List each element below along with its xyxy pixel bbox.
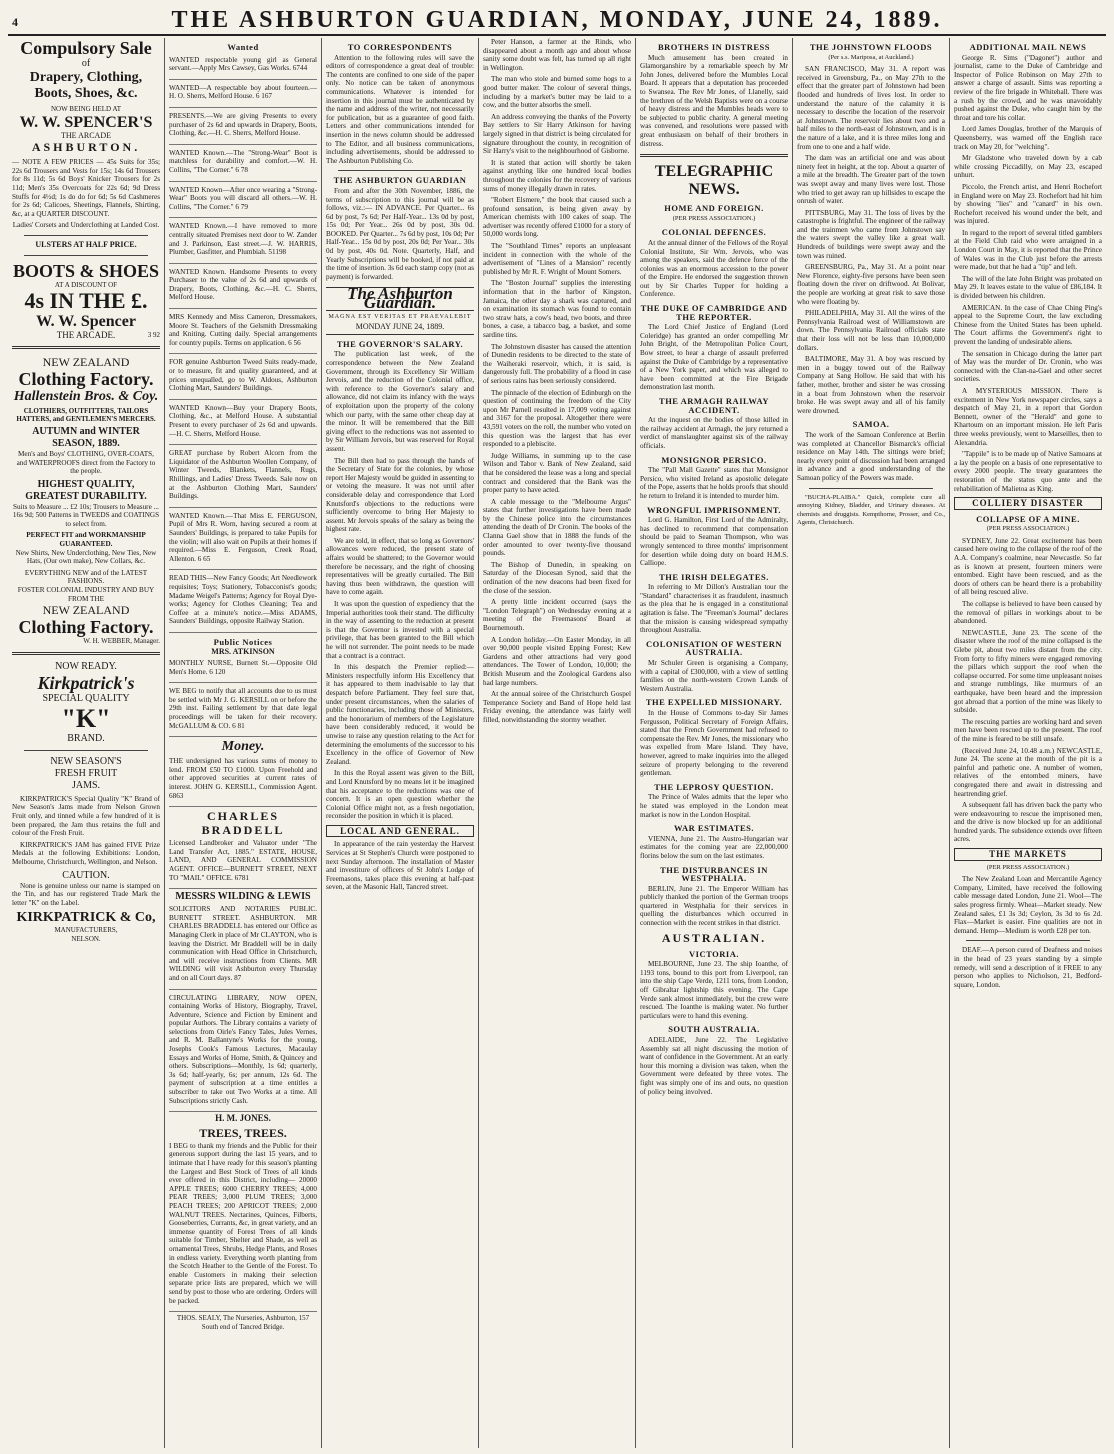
classified-ad: READ THIS—New Fancy Goods; Art Needlework requisites; Toys; Stationery, Tobacconist's goods; Madame Weigel's Patterns; Agency for Royal Dye-works; Agency for Clothes Cleaning; Tea and Coffee at a minute's notice.—Miss ADAMS, Saunders' Buildings, opposite Railway Station. [169, 572, 317, 633]
news-paragraph: Piccolo, the French artist, and Henri Rochefort in England were on May 23. Rochefort had hit him by showing "lies" and "canard" in his own. Rochefort received his wound under the belt, and was injured. [954, 182, 1102, 226]
markets-heading: THE MARKETS [954, 848, 1102, 861]
notice: I BEG to thank my friends and the Public for their generous support during the last 15 years, and to intimate that I have ready for this season's planting the Largest and Best Stock of Trees of all kinds ever offered in this District, including— 20000 APPLE TREES; 6000 CHERRY TREES; 4,000 PEAR TREES; 3,000 PLUM TREES; 3,000 PEACH TREES; 200 APRICOT TREES; 2,000 WALNUT TREES. Nectarines, Quinces, Filberts, Gooseberries, Currants, &c, in great variety, and an immense quantity of Forest Trees of all kinds suitable for Timber, Shelter and Shade, as well as ornamental Trees, Shrubs, Hedge Plants, and Roses in endless variety. Everything worth planting from the Scotch Heather to the Gentle of the Forest. To enable Customers in making their selection separate price lists are prepared, which we will send by post to those who are ordering. Orders will be packed. [169, 1140, 317, 1312]
deaf-advert: DEAF.—A person cured of Deafness and noises in the head of 23 years standing by a simple remedy, will send a description of it FREE to any person who applies to Nicholson, 21, Bedford-square, London. [954, 946, 1102, 989]
classified-ad: PRESENTS.—We are giving Presents to every purchaser of 2s 6d and upwards in Drapery, Boots, Clothing, &c.—H. C. Sherrs, Melford House. [169, 110, 317, 145]
jones-signature: H. M. JONES. [215, 1113, 271, 1124]
news-paragraph: The rescuing parties are working hard and seven men have been rescued up to the present. The roof of the mine is feared to be still unsafe. [954, 717, 1102, 743]
section-text: The Lord Chief Justice of England (Lord Coleridge) has granted an order compelling Mr John Bright, of the Metropolitan Police Court, Bow street, to hear a charge of assault preferred against the Duke of Cambridge by a representative of a New York paper, and which was alleged to have been committed at the Fire Brigade demonstration last month. [640, 323, 788, 392]
page-columns [8, 38, 1106, 1448]
news-paragraph: PITTSBURG, May 31. The loss of lives by the catastrophe is frightful. The engineer of the railway and the trainmen who came from Johnstown say the waters swept the valley like a great wall. Hundreds of buildings were swept away and the town was ruined. [797, 208, 945, 260]
article-paragraph: It was upon the question of expediency that the Imperial authorities took their stand. The difficulty in the way of assenting to the reduction at present is that the Governor is invested with a special privilege, that has been granted to the Bill which he will not surrender. The point needs to be made that a contract is a contract. [326, 600, 474, 660]
news-paragraph: The will of the late John Bright was probated on May 29. It leaves estate to the value of £86,184. It is divided between his children. [954, 274, 1102, 301]
column-5 [636, 38, 793, 1448]
new-season: NEW SEASON'S [50, 755, 122, 767]
k-brand: "K" [61, 703, 111, 733]
brothers-text: Much amusement has been created in Glamorganshire by a remarkable speech by Mr John Jones, delivered before the Mumbles Local Board. It appears that a deputation has proceeded to Swansea. The Rev Mr Jones, of Llanelly, said the brethren of the Welsh Baptists were on a course of heavy distress and the Mumbles heads were to be subjected to public charity. A general meeting was convened, and resolutions were passed with great enthusiasm on behalf of their brothers in distress. [640, 53, 788, 148]
news-paragraph: GREENSBURG, Pa., May 31. At a point near New Florence, eighty-five persons have been seen floating down the river on driftwood. At Bolivar, the people are working at great risk to save those who were floating by. [797, 263, 945, 306]
news-paragraph: The Johnstown disaster has caused the attention of Dunedin residents to be directed to the state of the Waiheraki reservoir, which, it is said, is dangerously full. The probability of a flood in case of serious rains has been seriously considered. [483, 342, 631, 385]
article-paragraph: The Bill then had to pass through the hands of the Secretary of State for the colonies, by whose report Her Majesty would be guided in assenting to or vetoing the measure. It was not until after considerable delay and correspondence that Lord Knutsford's objections to the reductions were sufficiently overcome to bring Her Majesty to assent. Mr Jervois speaks of the salary as being the highest rate. [326, 456, 474, 534]
spencer-name: W. W. SPENCER'S [19, 113, 153, 131]
trees-heading: TREES, TREES. [199, 1125, 287, 1140]
column-3 [322, 38, 479, 1448]
new-shirts: New Shirts, New Underclothing, New Ties, New Hats, (Our own make), New Collars, &c. [15, 548, 157, 566]
news-paragraph: A subsequent fall has driven back the party who were endeavouring to rescue the imprisoned men, and the drive is now blocked up for an additional hundred yards. The subsidence extends over fifteen acres. [954, 801, 1102, 844]
arcade-label-2: THE ARCADE. 3 92 [56, 330, 160, 341]
news-paragraph: In regard to the report of several titled gamblers at the Field Club raid who were arraigned in a London Court in May, it is reported that the Prince of Wales was in the Club just before the arrests were made, but that he had a "tip" and left. [954, 228, 1102, 272]
caution-heading: CAUTION. [62, 869, 110, 881]
news-paragraph: Lord James Douglas, brother of the Marquis of Queensberry, was warned off the English race track on May 20, for "welching". [954, 125, 1102, 151]
column-2 [165, 38, 322, 1448]
home-foreign: HOME AND FOREIGN. [664, 203, 764, 214]
mens-boys: Men's and Boys' CLOTHING, OVER-COATS, and WATERPROOFS direct from the Factory to the people. [16, 449, 156, 476]
news-paragraph: A MYSTERIOUS MISSION. There is excitement in New York newspaper circles, says a despatch of May 21, in a report that Gordon Bennett, owner of the "Herald" and gone to Khartoum on an important mission. He left Paris three weeks previously, went to Marseilles, then to Alexandria. [954, 386, 1102, 447]
manager: W. H. WEBBER, Manager. [83, 637, 160, 646]
section-text: At the inquest on the bodies of those killed in the railway accident at Armagh, the jury returned a verdict of manslaughter against six of the railway officials. [640, 416, 788, 450]
news-paragraph: Judge Williams, in summing up to the case Wilson and Tabor v. Bank of New Zealand, said that he considered the lease was a long and special contract and considered that the Bank was the proper party to have acted. [483, 451, 631, 495]
ad-number: 3 92 [147, 331, 160, 340]
classified-ad: WANTED Known—After once wearing a "Strong-Wear" Boots you will discard all others.—W. H. Collins, "The Corner." 6 79 [169, 184, 317, 219]
four-shillings: 4s IN THE £. [24, 288, 148, 314]
divider [12, 652, 160, 655]
news-paragraph: "Robert Elsmere," the book that caused such a profound sensation, is being given away by American chemists with 100 cakes of soap. The advertiser was recently offered £1000 for a story of 50,000 words long. [483, 196, 631, 239]
news-paragraph: It is stated that action will shortly be taken against anything like one hundred local bodies throughout the colonies for the recovery of various sums of money illegally drawn in rates. [483, 158, 631, 193]
news-paragraph: The pinnacle of the election of Edinburgh on the question of continuing the freedom of the City upon Mr Parnell resulted in 17,009 voting against and 3167 for the proposal. Altogether there were 43,591 voters on the roll, the number who voted on this question was the largest that has ever responded to a plebiscite. [483, 388, 631, 449]
news-paragraph: SYDNEY, June 22. Great excitement has been caused here owing to the collapse of the roof of the A.A. Company's coalmine, near Newcastle. So far as is known at present, fourteen miners were entombed. Eight have been rescued, and as the doors of others can be heard there is a probability of all being rescued alive. [954, 536, 1102, 597]
section-text: Lord G. Hamilton, First Lord of the Admiralty, has declined to recommend that compensation should be paid to Seaman Thompson, who was wrongly sentenced to three months' imprisonment for desertion while doing duty on board H.M.S. Calliope. [640, 516, 788, 568]
corsets-note: Ladies' Corsets and Underclothing at Landed Cost. [12, 221, 160, 230]
suits-prices: Suits to Measure ... £2 10s; Trousers to Measure ... 16s 9d; 500 Patterns in TWEEDS and COATINGS to select from. [12, 502, 160, 528]
news-paragraph: PHILADELPHIA, May 31. All the wires of the Pennsylvania Railroad west of Williamstown are down. The Pennsylvania Railroad officials state that their loss will not be less than 10,000,000 dollars. [797, 309, 945, 352]
section-heading: SOUTH AUSTRALIA. [668, 1024, 760, 1035]
kirkpatrick: Kirkpatrick's [37, 672, 135, 693]
classified-ad: WANTED Known—Buy your Drapery Boots, Clothing, &c., at Melford House. A substantial Present to every purchaser of 2s 6d and upwards.—H. C. Sherrs, Melford House. [169, 402, 317, 445]
news-paragraph: The collapse is believed to have been caused by the removal of pillars in workings about to be abandoned. [954, 600, 1102, 626]
divider [338, 170, 462, 171]
colliery-title: COLLAPSE OF A MINE. [976, 513, 1080, 524]
town-label: ASHBURTON. [31, 140, 141, 155]
nz-label: NEW ZEALAND [42, 354, 130, 369]
colliery-heading: COLLIERY DISASTER [954, 497, 1102, 510]
johnstown-subheading: (Per s.s. Mariposa, at Auckland.) [828, 53, 914, 61]
australian-heading: AUSTRALIAN. [661, 930, 767, 945]
divider [24, 255, 148, 256]
kirk-medals: KIRKPATRICK'S JAM has gained FIVE Prize Medals at the following Exhibitions: London, Melbourne, Christchurch, Wellington, and Nelson. [12, 840, 160, 866]
ulsters-note: ULSTERS AT HALF PRICE. [35, 239, 137, 249]
section-heading: VICTORIA. [689, 948, 739, 959]
divider [24, 235, 148, 236]
news-paragraph: The Bishop of Dunedin, in speaking on Saturday of the Diocesan Synod, said that the ordination of the new deacons had been fixed for the close of the session. [483, 560, 631, 595]
caution-text: None is genuine unless our name is stamped on the Tin, and has our registered Trade Mark the letter "K" on the Label. [12, 881, 160, 907]
brothers-heading: BROTHERS IN DISTRESS [657, 42, 771, 52]
news-paragraph: The sensation in Chicago during the latter part of May was the murder of Dr. Cronin, who was connected with the Clan-na-Gael and other secret societies. [954, 349, 1102, 384]
news-paragraph: (Received June 24, 10.48 a.m.) NEWCASTLE, June 24. The scene at the mouth of the pit is a painful and pathetic one. A number of women, relatives of the entombed miners, have congregated there and await in distressing and heartrending grief. [954, 746, 1102, 798]
section-heading: THE ARMAGH RAILWAY ACCIDENT. [659, 396, 769, 415]
news-paragraph: An address conveying the thanks of the Poverty Bay settlers to Sir Harry Atkinson for having largely signed in that district is being circulated for signature throughout the county, in recognition of Sir Harry's visit to the neighbourhood of Gisborne. [483, 112, 631, 156]
section-text: VIENNA, June 21. The Austro-Hungarian war estimates for the coming year are 22,000,000 florins below the sum on the last estimates. [640, 834, 788, 860]
markets-press: (PER PRESS ASSOCIATION.) [986, 863, 1070, 871]
divider [12, 346, 160, 349]
johnstown-heading: THE JOHNSTOWN FLOODS [809, 42, 933, 52]
classified-ad: WANTED Known.—The "Strong-Wear" Boot is matchless for durability and comfort.—W. H. Collins, "The Corner." 6 78 [169, 147, 317, 182]
sealy-signature: THOS. SEALY, The Nurseries, Ashburton, 157 South end of Tancred Bridge. [176, 1314, 310, 1331]
news-paragraph: Mr Gladstone who traveled down by a cab while crossing Piccadilly, on May 23, escaped unhurt. [954, 154, 1102, 180]
section-text: The Prince of Wales admits that the leper who he stated was employed in the London meat market is now in the London Hospital. [640, 793, 788, 819]
masthead [8, 6, 1106, 36]
news-paragraph: Peter Hanson, a farmer at the Rinds, who disappeared about a month ago and about whose sanity some doubt was felt, has turned up all right in Wellington. [483, 38, 631, 72]
section-heading: WRONGFUL IMPRISONMENT. [646, 504, 782, 515]
classified-ad: WANTED—A respectable boy about fourteen.—H. O. Sherrs, Melford House. 6 167 [169, 82, 317, 108]
section-heading: THE DUKE OF CAMBRIDGE AND THE REPORTER. [640, 303, 788, 322]
news-paragraph: The "Boston Journal" supplies the interesting information that in the harbor of Kingston, Jamaica, the other day a shark was captured, and on examination its stomach was found to contain two straw hats, a cow's head, two boots, and three bones, a case, a tabacco bag, a basket, and some sardine tins. [483, 279, 631, 339]
divider [24, 750, 148, 751]
section-text: At the annual dinner of the Fellows of the Royal Colonial Institute, Sir Wm. Jervois, who was among the speakers, said the defence force of the colonies was an enormous accession to the power of the Empire. He endorsed the suggestion thrown out by Sir Charles Tupper for holding a Conference. [640, 238, 788, 299]
news-paragraph: AMERICAN. In the case of Chae Ching Ping's appeal to the Supreme Court, the law excluding Chinese from the United States has been upheld. The Court affirms the Government's right to prevent the landing of undesirable aliens. [954, 303, 1102, 346]
news-paragraph: George R. Sims ("Dagonet") author and journalist, came to the Duke of Cambridge and Inspector of Police Robinson on May 27th to answer a charge of assault. Sims was reporting a review of the fire brigade in Whitehall. There was a rush by the crowd, and he was unavoidably pushed against the Duke, who caught him by the throat and tore his collar. [954, 53, 1102, 122]
classified-ad: FOR genuine Ashburton Tweed Suits ready-made, or to measure, fit and quality guaranteed, and at prices unequalled, go to W. Aldous, Ashburton Clothing Mart, Saunders' Buildings. [169, 356, 317, 399]
clothing-factory: Clothing Factory. [18, 368, 154, 389]
brand-label: BRAND. [67, 732, 105, 744]
kirk-co: KIRKPATRICK & Co, [16, 910, 156, 926]
wilding-heading: MESSRS WILDING & LEWIS [175, 891, 311, 903]
section-heading: WAR ESTIMATES. [673, 823, 755, 834]
classified-ad: WANTED respectable young girl as General servant.—Apply Mrs Cawsey, Gas Works. 6744 [169, 54, 317, 80]
news-paragraph: At the annual soiree of the Christchurch Gospel Temperance Society and Band of Hope held last Friday evening, the attendance was fairly well filled, notwithstanding the stormy weather. [483, 690, 631, 724]
divider [966, 940, 1090, 941]
colliery-press: (PER PRESS ASSOCIATION.) [986, 525, 1070, 533]
classified-ad: WANTED Known.—I have removed to more centrally situated Premises next door to W. Zander and J. Parkinson, East street.—J. W. HARRIS, Plumber, Gasfitter, and Plumbiah. 51198 [169, 220, 317, 263]
atkinson: MRS. ATKINSON [211, 647, 275, 657]
telegraphic-heading: TELEGRAPHIC NEWS. [654, 163, 774, 199]
article-paragraph: In this the Royal assent was given to the Bill, and Lord Knutsford by no means let it be imagined that his acceptance to the reductions was one of concern. It is an open question whether the Colonial Office might not, as a fresh negotiation, reconsider the position in which it is placed. [326, 769, 474, 821]
article-paragraph: The publication last week, of the correspondence between the New Zealand Government, through its Excellency Sir William Jervois, and the reduction of the Colonial office, with reference to the Governor's salary and allowance, did not claim its infancy with the ways of exploitation upon the property of the colony which our party, with the same other cheap day at the minor. It will be remembered that the Bill giving effect to the reductions was not assented to by Sir William Jervois, but was reserved for Royal assent. [326, 350, 474, 453]
section-heading: THE EXPELLED MISSIONARY. [645, 697, 783, 708]
clothing-factory-2: Clothing Factory. [18, 617, 154, 638]
news-paragraph: The work of the Samoan Conference at Berlin was completed at Chancellor Bismarck's official residence on May 14th. The sittings were brief; nearly every point of discussion had been arranged in advance and a good understanding of the Samoan policy of the Powers was made. [797, 430, 945, 482]
news-paragraph: BALTIMORE, May 31. A boy was rescued by men in a buggy towed out of the Railway Company at Sang Hollow. He said that with his father, mother, brother and sister he was crossing in a boat from Johnstown when the reservoir broke. He was swept away and all of his family were drowned. [797, 355, 945, 415]
boots-heading: BOOTS & SHOES [12, 260, 160, 281]
notice: Licensed Landbroker and Valuator under "The Land Transfer Act, 1885." ESTATE, HOUSE, LAND, AND GENERAL COMMISSION AGENT. OFFICE—BURNETT STREET, NEXT TO "MAIL" OFFICE. 6781 [169, 837, 317, 889]
newspaper-title: THE ASHBURTON GUARDIAN, MONDAY, JUNE 24, 1889. [171, 7, 943, 33]
divider [640, 154, 788, 157]
page-number: 4 [12, 15, 18, 29]
now-ready: NOW READY. [55, 660, 117, 672]
section-text: Mr Schuler Green is organising a Company, with a capital of £300,000, with a view of settling families on the north-western Crown Lands of Western Australia. [640, 659, 788, 693]
news-paragraph: A cable message to the "Melbourne Argus" states that further investigations have been made by the Chinese police into the circumstances attending the death of Dr Cronin. The books of the Clanna Gael show that in 1888 the funds of the order amounted to over twenty-five thousand pounds. [483, 497, 631, 558]
quality: HIGHEST QUALITY, [37, 478, 135, 490]
hallenstein: Hallenstein Bros. & Coy. [13, 388, 159, 404]
special-quality: SPECIAL QUALITY [42, 692, 130, 704]
bucha-advert: "BUCHA-PLAIBA." Quick, complete cure all annoying Kidney, Bladder, and Urinary diseases. At chemists and druggists. Kempthorne, Prosser, and Co., Agents, Christchurch. [797, 493, 945, 527]
kirk-description: KIRKPATRICK'S Special Quality "K" Brand of New Season's Jams made from Nelson Grown Fruit only, and tinned while a few hundred of it is been prepared, the Jam thus retains the full and colour of the Fresh Fruit. [12, 794, 160, 838]
samoa-heading: SAMOA. [852, 419, 890, 430]
correspondents-heading: TO CORRESPONDENTS [347, 42, 453, 52]
section-heading: MONSIGNOR PERSICO. [661, 454, 767, 465]
news-paragraph: SAN FRANCISCO, May 31. A report was received in Greensburg, Pa., on May 27th to the effect that the greater part of Johnstown had been flooded and hundreds of lives lost. In order to understand the nature of the calamity it is necessary to describe the location of the reservoir at Johnstown. The reservoir lies about two and a half miles to the north-east of Johnstown, and is in the nature of a lake, and it is three miles long and from one to one and a half wide. [797, 65, 945, 151]
season: AUTUMN and WINTER SEASON, 1889. [32, 425, 140, 449]
subscription-text: From and after the 30th November, 1886, the terms of subscription to this journal will be as follows, viz.:— IN ADVANCE. Per Quarter... 6s 6d by post, 7s 6d; Per Half-Year... 13s 0d by post, 15s 0d; Per Year... 26s 0d by post, 30s 0d. BOOKED. Per Quarter... 7s 6d by post, 10s 0d; Per Half-Year... 15s 0d by post, 20s 0d; Per Year... 30s 0d by post, 40s 0d. Note. Quarterly, Half, and Yearly Subscriptions will be booked, if not paid at the time of insertion. 3s 6d each stamp copy (not as payment) is forwarded. [326, 186, 474, 281]
nelson: NELSON. [71, 934, 101, 943]
motto: MAGNA EST VERITAS ET PRAEVALEBIT [328, 313, 472, 320]
jams: JAMS. [71, 779, 101, 791]
section-text: In the House of Commons to-day Sir James Fergusson, Political Secretary of Foreign Affairs, stated that the French Government had refused to compensate the Rev. Mr Jones, the missionary who was expelled from Mare Island. They have, however, agreed to make inquiries into the alleged seizure of property belonging to the reverend gentleman. [640, 709, 788, 778]
sale-items: Drapery, Clothing, Boots, Shoes, &c. [29, 70, 143, 101]
section-text: BERLIN, June 21. The Emperor William has publicly thanked the portion of the German troops quartered in Westphalia for their services in quelling the disturbances which occurred in connection with the recent strikes in that district. [640, 884, 788, 928]
section-heading: THE DISTURBANCES IN WESTPHALIA. [660, 864, 768, 884]
public-notices-heading: Public Notices [213, 636, 273, 647]
correspondents-text: Attention to the following rules will save the editors of correspondence a great deal of trouble: The contents are confined to one side of the paper only. No notice can be taken of anonymous communications. Whatever is intended for insertion in this journal must be authenticated by the name and address of the writer, not necessarily for publication, but as a guarantee of good faith. Letters and other communications intended for insertion in the news column should be addressed to The Editor, and all business communications, including advertisements, should be addressed to The Ashburton Publishing Co. [326, 53, 474, 165]
clothiers: CLOTHIERS, OUTFITTERS, TAILORS HATTERS, and GENTLEMEN'S MERCERS. [16, 406, 156, 424]
section-heading: THE LEPROSY QUESTION. [654, 781, 774, 792]
divider [809, 488, 933, 489]
news-paragraph: A London holiday.—On Easter Monday, in all over 90,000 people visited Epping Forest; Kew Gardens and other attractions had very good attendances. The Tower of London, 10,000; the British Museum and the Zoological Gardens also had large numbers. [483, 635, 631, 687]
price-list: — NOTE A FEW PRICES — 45s Suits for 35s; 22s 6d Trousers and Vests for 15s; 14s 6d Trousers for 8s 11d; 5s 6d Boys' Knicker Trousers for 2s 11d; Men's 35s Overcoats for 22s 6d; 9d Dress Stuffs for 4½d; 1s do do for 6d; 5s 6d Cashmeres for 2s 6d; Calicoes, Sheetings, Flannels, Shirting, &c, at a QUARTER DISCOUNT. [12, 158, 160, 218]
section-text: In referring to Mr Dillon's Australian tour the "Standard" characterises it as fraudulent, inasmuch as the plea that he is engaged in a constitutional agitation is false. The "Freeman's Journal" declares that the mission is causing widespread sympathy throughout Australia. [640, 583, 788, 635]
article-paragraph: In this despatch the Premier replied:— Ministers respectfully inform His Excellency that it has appeared to them inadvisable to lay that despatch before Parliament. They feel sure that, under present circumstances, when the salaries of public functionaries, including those of Ministers, and the honorarium of members of the Legislature have been considerably reduced, it would be unwise to raise any question relating to the Act for determining the emoluments of the successor to his Excellency in the office of Governor of New Zealand. [326, 663, 474, 766]
news-paragraph: NEWCASTLE, June 23. The scene of the disaster where the roof of the mine collapsed is the Glebe pit, about two miles distant from the city. From forty to fifty miners were engaged removing the pillars which support the roof when the collapse occurred. For some time unpleasant noises and strange rumblings, like murmurs of an earthquake, have been heard and the impression got abroad that a portion of the mine was likely to subside. [954, 628, 1102, 715]
section-text: The "Pall Mall Gazette" states that Monsignor Persico, who visited Ireland as apostolic delegate of the Pope, asserts that he holds proofs that should he return to Ireland it is intended to murder him. [640, 466, 788, 500]
foster-industry: FOSTER COLONIAL INDUSTRY AND BUY FROM THE [17, 586, 155, 603]
classified-ad: WANTED Known. Handsome Presents to every Purchaser to the value of 2s 6d and upwards of Drapery, Boots, Clothing, &c.—H. C. Sherrs, Melford House. [169, 266, 317, 309]
spencer-name-2: W. W. Spencer [36, 313, 136, 331]
sale-title: Compulsory Sale [20, 38, 152, 58]
wanted-heading: Wanted [227, 42, 259, 52]
notice: THE undersigned has various sums of money to lend. FROM £50 TO £1000. Upon Freehold and other approved securities at current rates of interest. JOHN G. KERSILL, Commission Agent. 6863 [169, 755, 317, 807]
mail-heading: ADDITIONAL MAIL NEWS [969, 42, 1087, 52]
notice: SOLICITORS AND NOTARIES PUBLIC. BURNETT STREET. ASHBURTON. MR CHARLES BRADDELL has entered our Office as Managing Clerk in place of Mr CLAYTON, who is leaving the District. Mr Braddell will be in daily communication with Head Office in Christchurch, and will receive instructions from Clients. MR WILDING will visit Ashburton every Thursday and on all Court days. 87 [169, 903, 317, 989]
news-paragraph: The dam was an artificial one and was about ninety feet in height, at the top. About a quarter of a mile at the breadth. The Greater part of the town was swept away and many lives were lost. Those who tried to get away ran up hillsides to escape the onrush of water. [797, 154, 945, 206]
column-6 [793, 38, 950, 1448]
money-heading: Money. [221, 739, 265, 755]
classified-ad: WANTED Known.—That Miss E. FERGUSON, Pupil of Mrs R. Worn, having secured a room at Saunders' Buildings, is prepared to take Pupils for the violin; will also wait on Pupils at their homes if required.—Miss E. Ferguson, Creek Road, Allenton. 6 65 [169, 510, 317, 571]
issue-date: MONDAY JUNE 24, 1889. [326, 321, 474, 335]
arcade-label: THE ARCADE [61, 130, 111, 140]
perfect-fit: PERFECT FIT and WORKMANSHIP GUARANTEED. [26, 531, 146, 549]
notice: MONTHLY NURSE, Burnett St.—Opposite Old Men's Home. 6 120 [169, 657, 317, 683]
nz-label-2: NEW ZEALAND [42, 603, 130, 618]
news-paragraph: The "Southland Times" reports an unpleasant incident in connection with the whole of the advertisement of "Lines of a Mansion" recently published by Mr R. F. Wright of Mount Somers. [483, 242, 631, 276]
column-7 [950, 38, 1106, 1448]
section-heading: COLONIAL DEFENCES. [661, 227, 767, 238]
subscription-heading: THE ASHBURTON GUARDIAN [333, 175, 467, 186]
notice: WE BEG to notify that all accounts due to us must be settled with Mr J. G. KERSILL on or before the 29th inst. Failing settlement by that date legal proceedings will be taken for their recovery. McGALLUM & CO. 6 81 [169, 685, 317, 737]
local-general-heading: LOCAL AND GENERAL. [326, 825, 474, 838]
news-paragraph: The man who stole and burned some hogs to a good butter maker. The colour of several things, including by a market's butter may be laid to a cow, and the butter absorbs the smell. [483, 75, 631, 110]
notice: CIRCULATING LIBRARY, NOW OPEN, containing Works of History, Biography, Travel, Adventure, Science and Fiction by Eminent and popular Authors. The Library contains a variety of selections from Oirle's Fancy Tales, Jules Vernes, and R. M. Ballantyne's Works for the young, Josephs Cook's Famous Lectures, Macaulay Essays and Works of Home, Smith, & Quincey and others. Subscriptions—Monthly, 1s 6d; quarterly, 3s 6d; half-yearly, 6s; per annum, 12s 6d. The payment of subscription at a time entitles a subscriber to take out Two Works at a time. All Subscriptions strictly Cash. [169, 992, 317, 1113]
fresh-fruit: FRESH FRUIT [54, 767, 118, 779]
durability: GREATEST DURABILITY. [25, 490, 147, 502]
local-text: In appearance of the rain yesterday the Harvest Services at St Stephen's Church were postponed to next Sunday afternoon. The installation of Master and investiture of officers of St John's Lodge of Freemasons, takes place this evening at half-past seven, at the Masonic Hall, Tancred street. [326, 840, 474, 892]
section-heading: THE IRISH DELEGATES. [659, 571, 769, 582]
classified-ad: GREAT purchase by Robert Alcorn from the Liquidator of the Ashburton Woollen Company, of Winter Tweeds, Blankets, Flannels, Rugs, Rhillings, and Ladies' Dress Tweeds. Sale now on at the Ashburton Clothing Mart, Saunders' Buildings. [169, 447, 317, 508]
article-heading: THE GOVERNOR'S SALARY. [336, 338, 464, 349]
nameplate: The Ashburton Guardian. [326, 287, 474, 310]
discount-label: AT A DISCOUNT OF [54, 280, 118, 289]
article-paragraph: We are told, in effect, that so long as Governors' allowances were reduced, the present state of affairs would be shattered; to the Governor would therefore be necessary, and the right of choosing representatives will be greatly curtailed. The Bill having thus been withdrawn, the question will have to come again. [326, 536, 474, 597]
section-text: MELBOURNE, June 23. The ship Ioanthe, of 1193 tons, bound to this port from Liverpool, ran into the ship Cape Verde, 1211 tons, from London, off Gibraltar lightship this evening. The Cape Verde sank almost immediately, but the crew were rescued. The Ioanthe is making water. No further particulars were to hand this evening. [640, 960, 788, 1020]
braddell-heading: CHARLES BRADDELL [201, 809, 285, 838]
classified-ad: MRS Kennedy and Miss Cameron, Dressmakers, Moore St. Teachers of the Gelsmith Dressmaking and Kniting. Cutting daily. Special arrangements for country pupils. Terms on application. 6 56 [169, 311, 317, 354]
section-text: ADELAIDE, June 22. The Legislative Assembly sat all night discussing the motion of want of confidence in the Government. At an early hour this morning a division was taken, when the Government were defeated by three votes. The fight was simply one of ins and outs, no question of policy being involved. [640, 1036, 788, 1096]
news-paragraph: A pretty little incident occurred (says the "London Telegraph") on Wednesday evening at a meeting of the Freemasons' Board at Bournemouth. [483, 598, 631, 632]
sale-of: of [81, 58, 91, 69]
markets-text: The New Zealand Loan and Mercantile Agency Company, Limited, have received the following cable message dated London, June 21. Wool—The sales progress firmly. Wheat—Market steady. New Zealand sales, £1 3s 3d; Ceylon, 3s 3d to 6s 2d. Flax—Market is easier. Fine qualities are not in demand. Hemp—Medium is worth £28 per ton. [954, 875, 1102, 935]
press-association: (PER PRESS ASSOCIATION.) [672, 214, 756, 222]
news-paragraph: "Tappile" is to be made up of Native Samoans at a lay the people on a basis of one representative to every 2000 people. The treaty guarantees the restoration of the status quo ante and the rehabilitation of Malietoa as King. [954, 450, 1102, 493]
now-held: NOW BEING HELD AT [50, 105, 122, 113]
manufacturers: MANUFACTURERS, [54, 926, 118, 935]
column-4 [479, 38, 636, 1448]
column-1 [8, 38, 165, 1448]
latest-fashions: EVERYTHING NEW and of the LATEST FASHIONS. [24, 568, 148, 586]
section-heading: COLONISATION OF WESTERN AUSTRALIA. [645, 638, 783, 658]
